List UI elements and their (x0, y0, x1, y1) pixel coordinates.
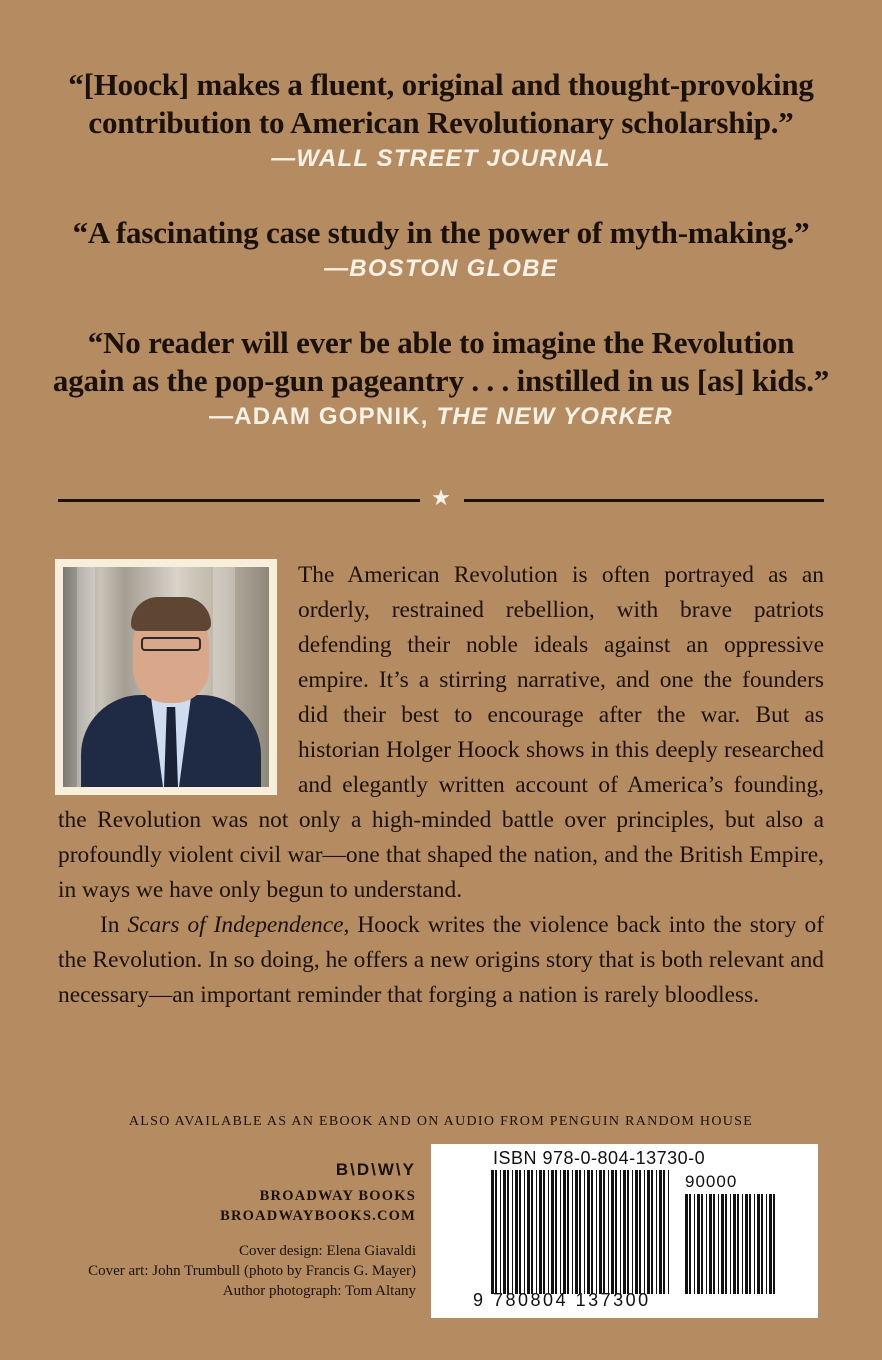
barcode-bar (647, 1170, 650, 1294)
divider-line-left (58, 499, 420, 502)
quote-text: again as the pop-gun pageantry . . . instilled in us [as] kids.” (52, 363, 830, 398)
barcode-bar (656, 1170, 657, 1294)
barcode-bar (515, 1170, 518, 1294)
barcode-bar (563, 1170, 566, 1294)
barcode-bar (632, 1170, 633, 1294)
barcode-bar (757, 1194, 760, 1294)
barcode-bars (491, 1170, 671, 1294)
barcode-bar (659, 1170, 662, 1294)
barcode-bar (579, 1170, 581, 1294)
quote-text: “No reader will ever be able to imagine the Revolution (87, 325, 795, 360)
barcode-bar (689, 1194, 691, 1294)
cover-art-credit: Cover art: John Trumbull (photo by Francis G. Mayer) (88, 1263, 416, 1279)
barcode-bar (599, 1170, 602, 1294)
barcode-bar (536, 1170, 537, 1294)
barcode-bar (503, 1170, 506, 1294)
barcode-bar (694, 1194, 695, 1294)
quote-source: —WALL STREET JOURNAL (271, 145, 611, 172)
quote-text: “[Hoock] makes a fluent, original and thought-provoking (68, 67, 814, 102)
barcode-bar (495, 1170, 497, 1294)
star-icon: ★ (431, 486, 451, 511)
cover-credits (88, 1241, 416, 1301)
barcode-bar (766, 1194, 767, 1294)
barcode-bar (591, 1170, 593, 1294)
barcode-bar (737, 1194, 739, 1294)
barcode-bar (718, 1194, 719, 1294)
barcode-bar (603, 1170, 605, 1294)
barcode-bar (527, 1170, 530, 1294)
quote-source: —BOSTON GLOBE (324, 255, 558, 282)
quote-new-yorker (0, 324, 882, 434)
barcode-bar (721, 1194, 724, 1294)
review-quotes (0, 66, 882, 434)
barcode-bar (543, 1170, 545, 1294)
publisher-block (220, 1160, 416, 1226)
barcode (431, 1144, 818, 1318)
barcode-bar (587, 1170, 590, 1294)
publisher-name: BROADWAY BOOKS (259, 1188, 416, 1204)
publisher-logo: B\D\W\Y (335, 1160, 416, 1179)
book-title: Scars of Independence (127, 912, 344, 938)
barcode-bar (725, 1194, 727, 1294)
quote-text: contribution to American Revolutionary scholarship.” (88, 105, 794, 140)
barcode-bar (596, 1170, 597, 1294)
barcode-digits: 9 780804 137300 (473, 1290, 651, 1310)
barcode-bar (500, 1170, 501, 1294)
barcode-bar (742, 1194, 743, 1294)
isbn-label: ISBN 978-0-804-13730-0 (493, 1148, 706, 1168)
barcode-bar (555, 1170, 557, 1294)
price-code: 90000 (685, 1172, 738, 1191)
divider-line-right (464, 499, 824, 502)
barcode-bar (639, 1170, 641, 1294)
barcode-bar (663, 1170, 665, 1294)
barcode-bar (709, 1194, 712, 1294)
quote-text: “A fascinating case study in the power of myth-making.” (72, 215, 810, 250)
barcode-bar (697, 1194, 700, 1294)
author-portrait-image (63, 567, 269, 787)
section-divider (58, 488, 824, 512)
barcode-bar (531, 1170, 533, 1294)
barcode-bar (685, 1194, 688, 1294)
publisher-url: BROADWAYBOOKS.COM (220, 1208, 416, 1224)
barcode-bar (713, 1194, 715, 1294)
quote-wsj (0, 66, 882, 176)
barcode-bar (651, 1170, 653, 1294)
barcode-bar (539, 1170, 542, 1294)
barcode-bar (706, 1194, 707, 1294)
barcode-bar (524, 1170, 525, 1294)
barcode-bar (560, 1170, 561, 1294)
barcode-bar (644, 1170, 645, 1294)
barcode-bar (635, 1170, 638, 1294)
description-paragraph-1: The American Revolution is often portrayed as an orderly, restrained rebellion, with brave patriots defending their noble ideals against an oppressive empire. It’s a stirring narrative, and one the founders did their best to encourage after the war. But as historian Holger Hoock shows in this deeply researched and elegantly written account of America’s founding, the Revolution was not only a high-minded battle over principles, but also a profoundly violent civil war—one that shaped the nation, and the British Empire, in ways we have only begun to understand. (58, 562, 824, 903)
barcode-bar (627, 1170, 629, 1294)
barcode-bar (769, 1194, 772, 1294)
barcode-bar (623, 1170, 626, 1294)
also-available-notice: ALSO AVAILABLE AS AN EBOOK AND ON AUDIO FROM PENGUIN RANDOM HOUSE (128, 1114, 754, 1129)
quote-boston-globe (0, 214, 882, 286)
barcode-bar (551, 1170, 554, 1294)
barcode-bar (620, 1170, 621, 1294)
barcode-bar (668, 1170, 669, 1294)
barcode-bar (773, 1194, 775, 1294)
barcode-bar (519, 1170, 521, 1294)
barcode-bar (733, 1194, 736, 1294)
barcode-bar (575, 1170, 578, 1294)
description-paragraph-2: In Scars of Independence, Hoock writes the violence back into the story of the Revolution. In so doing, he offers a new origins story that is both relevant and necessary—an important reminder that forging a nation is rarely bloodless. (58, 912, 824, 1008)
author-photo (55, 559, 277, 795)
barcode-bar (507, 1170, 509, 1294)
barcode-addon-bars (685, 1194, 775, 1294)
barcode-bar (615, 1170, 617, 1294)
quote-source: —ADAM GOPNIK, THE NEW YORKER (209, 403, 673, 430)
barcode-bar (761, 1194, 763, 1294)
barcode-bar (611, 1170, 614, 1294)
barcode-bar (567, 1170, 569, 1294)
barcode-bar (548, 1170, 549, 1294)
barcode-bar (491, 1170, 494, 1294)
barcode-bar (608, 1170, 609, 1294)
barcode-bar (701, 1194, 703, 1294)
barcode-bar (745, 1194, 748, 1294)
author-photo-credit: Author photograph: Tom Altany (222, 1283, 416, 1299)
barcode-bar (754, 1194, 755, 1294)
barcode-bar (730, 1194, 731, 1294)
cover-design-credit: Cover design: Elena Giavaldi (238, 1243, 416, 1259)
barcode-bar (584, 1170, 585, 1294)
barcode-bar (572, 1170, 573, 1294)
barcode-bar (749, 1194, 751, 1294)
barcode-bar (512, 1170, 513, 1294)
